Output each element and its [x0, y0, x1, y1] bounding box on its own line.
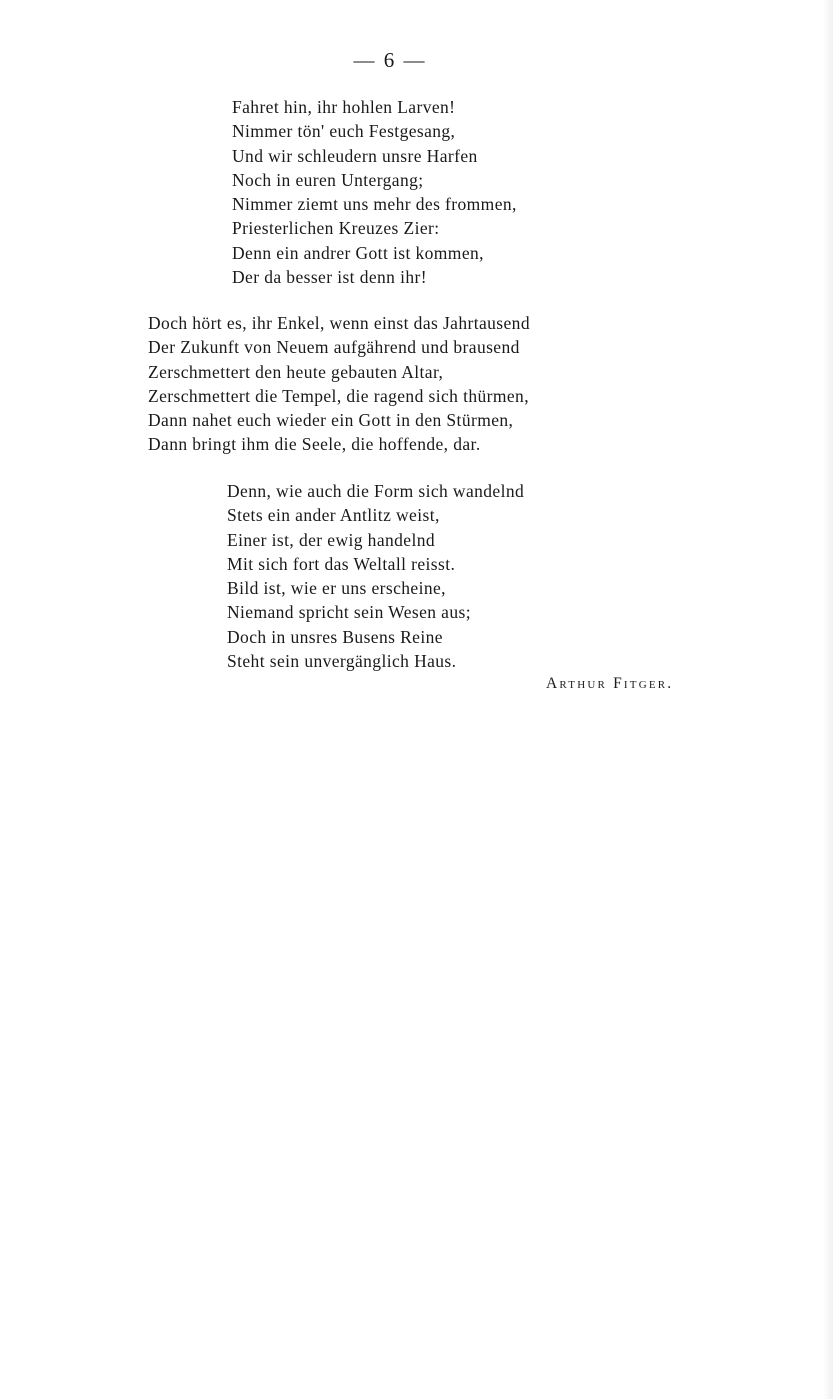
- verse-line: Und wir schleudern unsre Harfen: [232, 145, 478, 166]
- page-number: — 6 —: [353, 48, 427, 72]
- stanza-1: [232, 95, 517, 289]
- verse-line: Zerschmettert den heute gebauten Altar,: [148, 361, 444, 382]
- verse-line: Priesterlichen Kreuzes Zier:: [232, 218, 440, 239]
- stanza-3: [227, 479, 524, 673]
- verse-line: Dann nahet euch wieder ein Gott in den Stürmen,: [148, 410, 514, 431]
- verse-line: Niemand spricht sein Wesen aus;: [227, 602, 471, 623]
- verse-line: Der da besser ist denn ihr!: [232, 267, 427, 288]
- verse-line: Bild ist, wie er uns erscheine,: [227, 578, 446, 599]
- verse-line: Steht sein unvergänglich Haus.: [227, 651, 457, 672]
- verse-line: Nimmer ziemt uns mehr des frommen,: [232, 194, 517, 215]
- verse-line: Denn, wie auch die Form sich wandelnd: [227, 481, 525, 501]
- verse-line: Denn ein andrer Gott ist kommen,: [232, 242, 484, 263]
- verse-line: Einer ist, der ewig handelnd: [227, 529, 436, 550]
- author-signature: Arthur Fitger.: [546, 675, 674, 692]
- verse-line: Doch hört es, ihr Enkel, wenn einst das Jahrtausend: [148, 313, 530, 333]
- verse-line: Dann bringt ihm die Seele, die hoffende, dar.: [148, 434, 481, 455]
- verse-line: Stets ein ander Antlitz weist,: [227, 505, 440, 526]
- verse-line: Nimmer tön' euch Festgesang,: [232, 121, 456, 142]
- verse-line: Zerschmettert die Tempel, die ragend sich thürmen,: [148, 385, 529, 406]
- page-edge-shading: [823, 0, 833, 1399]
- verse-line: Doch in unsres Busens Reine: [227, 626, 443, 647]
- verse-line: Fahret hin, ihr hohlen Larven!: [232, 97, 456, 117]
- stanza-2: [148, 311, 530, 457]
- verse-line: Noch in euren Untergang;: [232, 169, 424, 190]
- verse-line: Der Zukunft von Neuem aufgährend und brausend: [148, 337, 520, 358]
- verse-line: Mit sich fort das Weltall reisst.: [227, 553, 456, 574]
